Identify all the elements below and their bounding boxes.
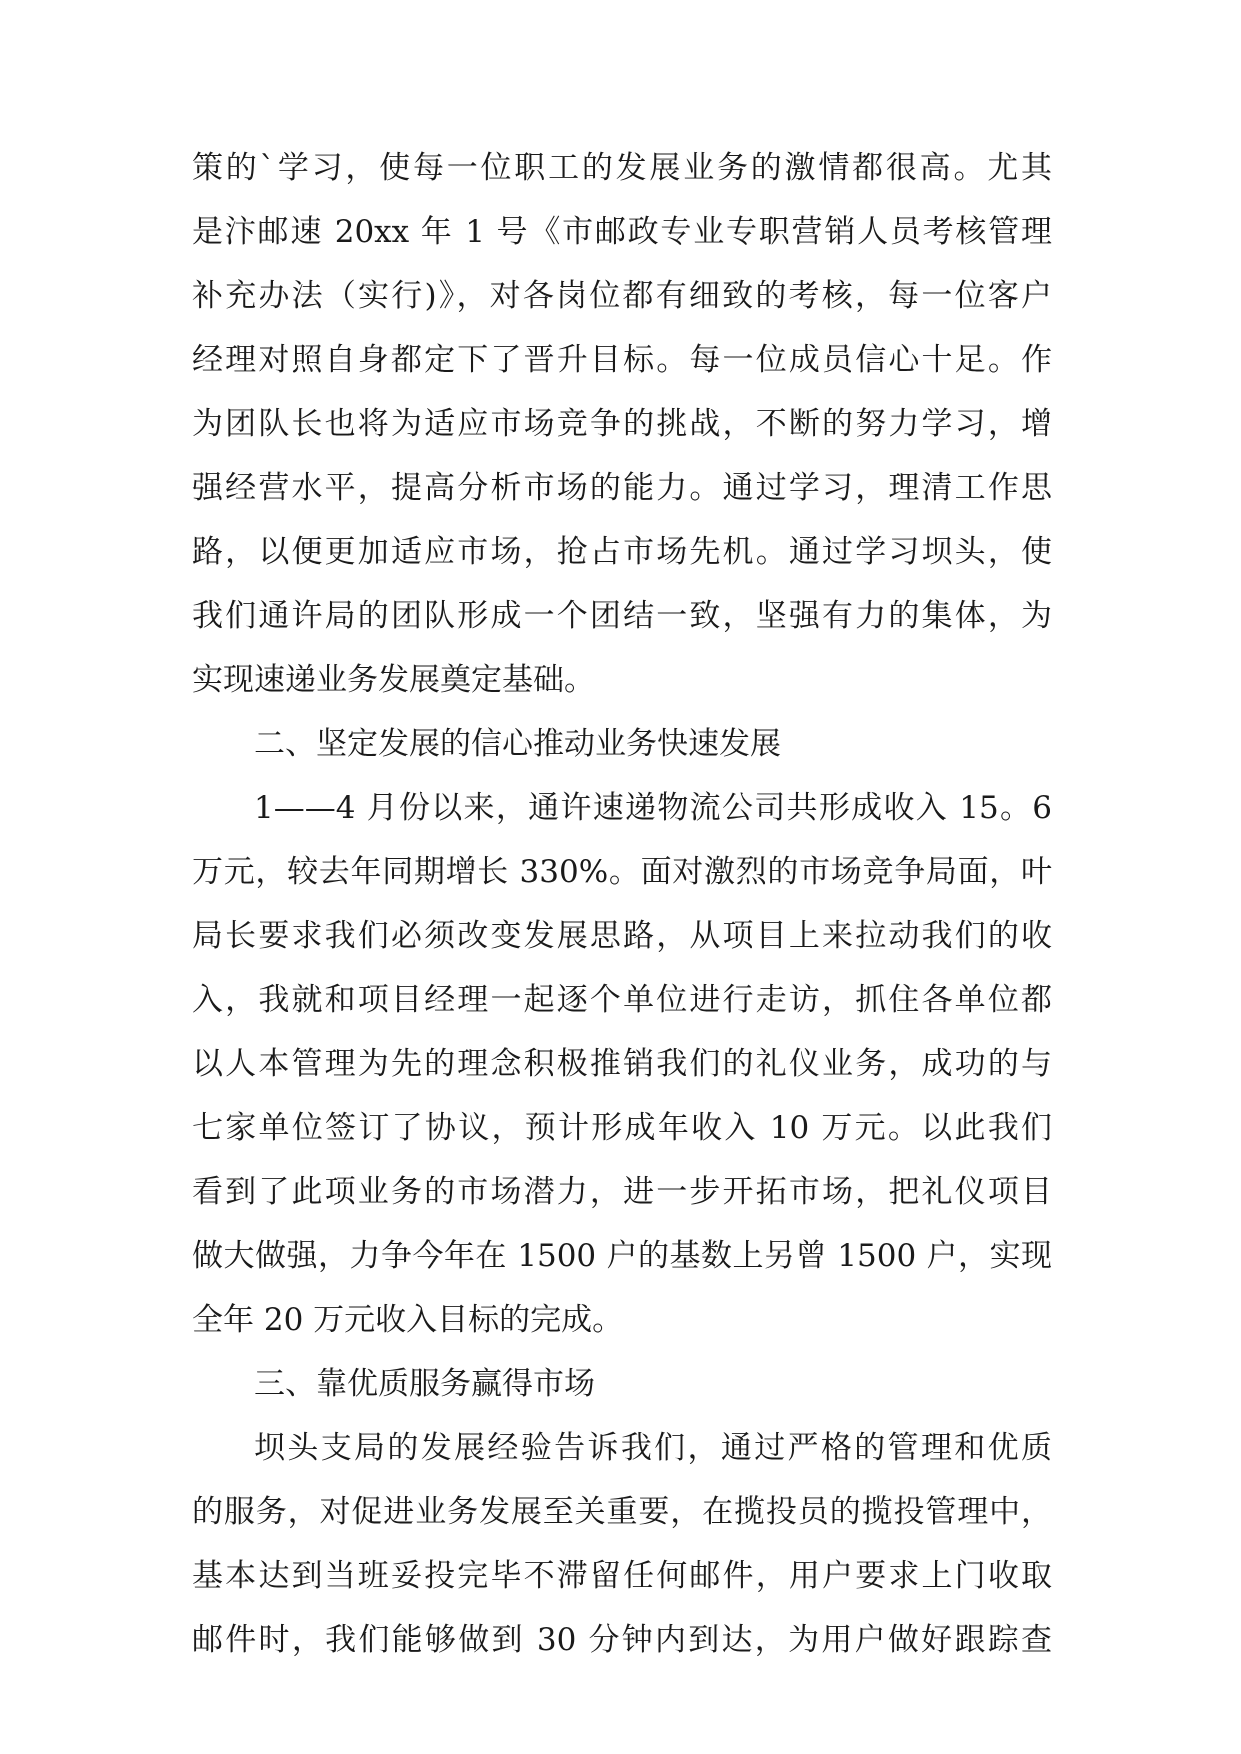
paragraph-line: 实现速递业务发展奠定基础。 (192, 662, 595, 698)
paragraph-line: 七家单位签订了协议，预计形成年收入 10 万元。以此我们 (192, 1110, 1052, 1146)
paragraph-line: 1——4 月份以来，通许速递物流公司共形成收入 15。6 (254, 790, 1052, 826)
paragraph-line: 经理对照自身都定下了晋升目标。每一位成员信心十足。作 (192, 342, 1052, 378)
paragraph-line: 邮件时，我们能够做到 30 分钟内到达，为用户做好跟踪查 (192, 1622, 1052, 1658)
paragraph-line: 策的`学习，使每一位职工的发展业务的激情都很高。尤其 (192, 150, 1052, 186)
paragraph-line: 基本达到当班妥投完毕不滞留任何邮件，用户要求上门收取 (192, 1558, 1052, 1594)
paragraph-line: 的服务，对促进业务发展至关重要，在揽投员的揽投管理中， (192, 1494, 1052, 1530)
paragraph-line: 为团队长也将为适应市场竞争的挑战，不断的努力学习，增 (192, 406, 1052, 442)
paragraph-line: 补充办法（实行)》，对各岗位都有细致的考核，每一位客户 (192, 278, 1052, 314)
paragraph-line: 是汴邮速 20xx 年 1 号《市邮政专业专职营销人员考核管理 (192, 214, 1052, 250)
paragraph-line: 我们通许局的团队形成一个团结一致，坚强有力的集体，为 (192, 598, 1052, 634)
paragraph-line: 路，以便更加适应市场，抢占市场先机。通过学习坝头，使 (192, 534, 1052, 570)
paragraph-line: 入，我就和项目经理一起逐个单位进行走访，抓住各单位都 (192, 982, 1052, 1018)
paragraph-line: 局长要求我们必须改变发展思路，从项目上来拉动我们的收 (192, 918, 1052, 954)
section-heading: 三、靠优质服务赢得市场 (254, 1366, 595, 1402)
paragraph-line: 全年 20 万元收入目标的完成。 (192, 1302, 624, 1338)
paragraph-line: 以人本管理为先的理念积极推销我们的礼仪业务，成功的与 (192, 1046, 1052, 1082)
paragraph-line: 做大做强，力争今年在 1500 户的基数上另曾 1500 户，实现 (192, 1238, 1052, 1274)
paragraph-line: 强经营水平，提高分析市场的能力。通过学习，理清工作思 (192, 470, 1052, 506)
paragraph-line: 万元，较去年同期增长 330%。面对激烈的市场竞争局面，叶 (192, 854, 1052, 890)
section-heading: 二、坚定发展的信心推动业务快速发展 (254, 726, 781, 762)
paragraph-line: 看到了此项业务的市场潜力，进一步开拓市场，把礼仪项目 (192, 1174, 1052, 1210)
paragraph-line: 坝头支局的发展经验告诉我们，通过严格的管理和优质 (254, 1430, 1052, 1466)
